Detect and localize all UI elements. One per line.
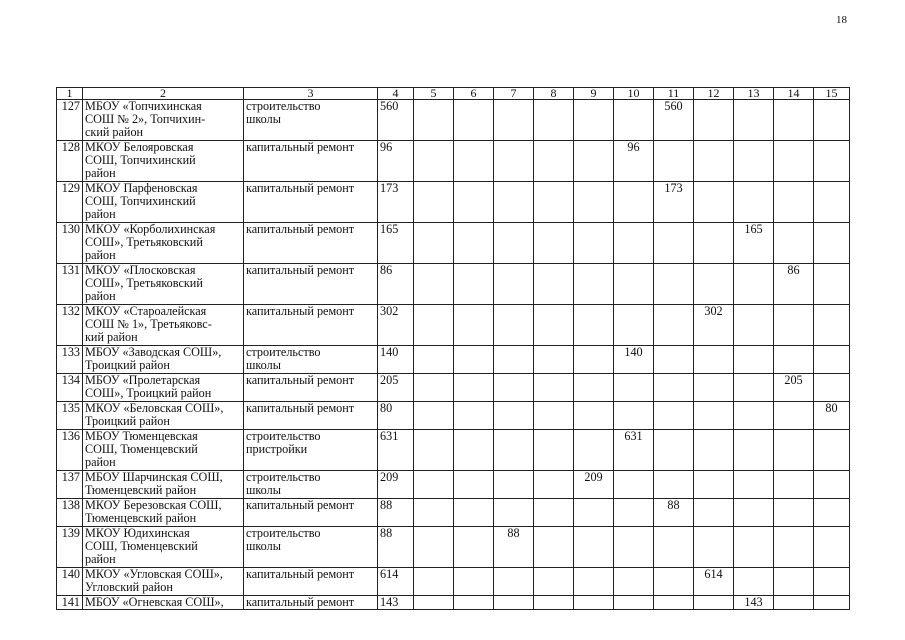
empty-cell [694, 141, 734, 182]
year-amount: 205 [774, 374, 814, 402]
empty-cell [734, 305, 774, 346]
empty-cell [494, 374, 534, 402]
empty-cell [614, 100, 654, 141]
empty-cell [814, 346, 850, 374]
school-name: МКОУ Парфеновская СОШ, Топчихинский район [83, 182, 244, 223]
total-amount: 96 [378, 141, 414, 182]
total-amount: 560 [378, 100, 414, 141]
empty-cell [414, 264, 454, 305]
empty-cell [654, 223, 694, 264]
year-amount: 209 [574, 471, 614, 499]
empty-cell [494, 264, 534, 305]
work-type: капитальный ремонт [244, 374, 378, 402]
year-amount: 80 [814, 402, 850, 430]
empty-cell [614, 305, 654, 346]
column-header: 5 [414, 88, 454, 100]
empty-cell [774, 100, 814, 141]
year-amount: 88 [654, 499, 694, 527]
empty-cell [534, 264, 574, 305]
empty-cell [734, 499, 774, 527]
empty-cell [414, 471, 454, 499]
empty-cell [814, 499, 850, 527]
empty-cell [614, 264, 654, 305]
column-header: 1 [57, 88, 83, 100]
empty-cell [814, 264, 850, 305]
empty-cell [494, 471, 534, 499]
empty-cell [734, 568, 774, 596]
empty-cell [654, 430, 694, 471]
empty-cell [654, 305, 694, 346]
table-row [57, 471, 850, 499]
empty-cell [534, 182, 574, 223]
column-header: 9 [574, 88, 614, 100]
year-amount: 86 [774, 264, 814, 305]
work-type: капитальный ремонт [244, 499, 378, 527]
column-number-header-row [57, 88, 850, 100]
empty-cell [654, 141, 694, 182]
year-amount: 302 [694, 305, 734, 346]
row-number: 130 [57, 223, 83, 264]
empty-cell [614, 471, 654, 499]
work-type: капитальный ремонт [244, 305, 378, 346]
school-name: МБОУ «Огневская СОШ», [83, 596, 244, 610]
empty-cell [454, 100, 494, 141]
empty-cell [534, 305, 574, 346]
empty-cell [654, 264, 694, 305]
empty-cell [774, 305, 814, 346]
column-header: 15 [814, 88, 850, 100]
total-amount: 173 [378, 182, 414, 223]
empty-cell [814, 596, 850, 610]
column-header: 2 [83, 88, 244, 100]
row-number: 132 [57, 305, 83, 346]
empty-cell [694, 499, 734, 527]
total-amount: 614 [378, 568, 414, 596]
row-number: 128 [57, 141, 83, 182]
empty-cell [534, 471, 574, 499]
empty-cell [534, 527, 574, 568]
empty-cell [414, 182, 454, 223]
column-header: 14 [774, 88, 814, 100]
empty-cell [574, 374, 614, 402]
empty-cell [454, 499, 494, 527]
empty-cell [574, 264, 614, 305]
school-name: МКОУ Белояровская СОШ, Топчихинский район [83, 141, 244, 182]
empty-cell [534, 346, 574, 374]
empty-cell [494, 402, 534, 430]
empty-cell [454, 596, 494, 610]
row-number: 129 [57, 182, 83, 223]
empty-cell [574, 527, 614, 568]
school-name: МКОУ «Плосковская СОШ», Третьяковский район [83, 264, 244, 305]
empty-cell [574, 596, 614, 610]
school-name: МБОУ Шарчинская СОШ, Тюменцевский район [83, 471, 244, 499]
empty-cell [814, 100, 850, 141]
empty-cell [774, 346, 814, 374]
school-name: МБОУ Тюменцевская СОШ, Тюменцевский район [83, 430, 244, 471]
school-name: МКОУ Юдихинская СОШ, Тюменцевский район [83, 527, 244, 568]
empty-cell [454, 223, 494, 264]
work-type: капитальный ремонт [244, 182, 378, 223]
year-amount: 631 [614, 430, 654, 471]
empty-cell [494, 568, 534, 596]
total-amount: 80 [378, 402, 414, 430]
empty-cell [694, 596, 734, 610]
table-row [57, 182, 850, 223]
empty-cell [734, 527, 774, 568]
empty-cell [414, 568, 454, 596]
total-amount: 88 [378, 499, 414, 527]
year-amount: 560 [654, 100, 694, 141]
total-amount: 205 [378, 374, 414, 402]
table-body [57, 100, 850, 610]
empty-cell [814, 223, 850, 264]
empty-cell [534, 141, 574, 182]
school-name: МБОУ «Пролетарская СОШ», Троицкий район [83, 374, 244, 402]
work-type: капитальный ремонт [244, 596, 378, 610]
empty-cell [774, 402, 814, 430]
empty-cell [814, 527, 850, 568]
column-header: 3 [244, 88, 378, 100]
row-number: 138 [57, 499, 83, 527]
empty-cell [414, 223, 454, 264]
empty-cell [414, 527, 454, 568]
empty-cell [414, 430, 454, 471]
empty-cell [574, 223, 614, 264]
total-amount: 140 [378, 346, 414, 374]
table-row [57, 402, 850, 430]
row-number: 137 [57, 471, 83, 499]
empty-cell [814, 471, 850, 499]
school-name: МКОУ Березовская СОШ, Тюменцевский район [83, 499, 244, 527]
empty-cell [694, 100, 734, 141]
empty-cell [414, 499, 454, 527]
empty-cell [814, 182, 850, 223]
empty-cell [494, 430, 534, 471]
empty-cell [454, 346, 494, 374]
work-type: капитальный ремонт [244, 402, 378, 430]
row-number: 140 [57, 568, 83, 596]
empty-cell [614, 402, 654, 430]
empty-cell [694, 264, 734, 305]
empty-cell [774, 141, 814, 182]
school-name: МКОУ «Угловская СОШ», Угловский район [83, 568, 244, 596]
empty-cell [694, 374, 734, 402]
funding-table [56, 87, 850, 610]
empty-cell [614, 182, 654, 223]
column-header: 7 [494, 88, 534, 100]
column-header: 12 [694, 88, 734, 100]
empty-cell [614, 223, 654, 264]
empty-cell [414, 402, 454, 430]
table-row [57, 527, 850, 568]
table-row [57, 374, 850, 402]
empty-cell [654, 346, 694, 374]
empty-cell [734, 471, 774, 499]
column-header: 8 [534, 88, 574, 100]
work-type: капитальный ремонт [244, 568, 378, 596]
empty-cell [734, 402, 774, 430]
empty-cell [454, 402, 494, 430]
empty-cell [694, 223, 734, 264]
school-name: МБОУ «Топчихинская СОШ № 2», Топчихин- ский район [83, 100, 244, 141]
empty-cell [454, 568, 494, 596]
empty-cell [454, 264, 494, 305]
table-row [57, 568, 850, 596]
empty-cell [654, 568, 694, 596]
empty-cell [494, 346, 534, 374]
empty-cell [494, 100, 534, 141]
total-amount: 631 [378, 430, 414, 471]
empty-cell [814, 141, 850, 182]
empty-cell [454, 471, 494, 499]
empty-cell [814, 374, 850, 402]
empty-cell [494, 141, 534, 182]
work-type: строительство школы [244, 471, 378, 499]
empty-cell [734, 141, 774, 182]
empty-cell [774, 499, 814, 527]
row-number: 139 [57, 527, 83, 568]
empty-cell [734, 100, 774, 141]
empty-cell [454, 182, 494, 223]
empty-cell [534, 568, 574, 596]
work-type: капитальный ремонт [244, 223, 378, 264]
total-amount: 209 [378, 471, 414, 499]
empty-cell [494, 596, 534, 610]
empty-cell [534, 374, 574, 402]
empty-cell [494, 305, 534, 346]
table-row [57, 430, 850, 471]
empty-cell [614, 374, 654, 402]
year-amount: 88 [494, 527, 534, 568]
empty-cell [774, 182, 814, 223]
empty-cell [534, 223, 574, 264]
empty-cell [774, 527, 814, 568]
row-number: 134 [57, 374, 83, 402]
empty-cell [494, 223, 534, 264]
year-amount: 614 [694, 568, 734, 596]
row-number: 127 [57, 100, 83, 141]
empty-cell [814, 568, 850, 596]
year-amount: 173 [654, 182, 694, 223]
empty-cell [734, 430, 774, 471]
year-amount: 143 [734, 596, 774, 610]
work-type: строительство школы [244, 100, 378, 141]
year-amount: 140 [614, 346, 654, 374]
table-row [57, 100, 850, 141]
total-amount: 86 [378, 264, 414, 305]
empty-cell [454, 141, 494, 182]
empty-cell [574, 100, 614, 141]
empty-cell [774, 596, 814, 610]
school-name: МКОУ «Беловская СОШ», Троицкий район [83, 402, 244, 430]
empty-cell [654, 374, 694, 402]
empty-cell [534, 499, 574, 527]
empty-cell [414, 141, 454, 182]
row-number: 135 [57, 402, 83, 430]
empty-cell [414, 100, 454, 141]
empty-cell [654, 471, 694, 499]
table-row [57, 141, 850, 182]
row-number: 131 [57, 264, 83, 305]
total-amount: 88 [378, 527, 414, 568]
empty-cell [654, 596, 694, 610]
empty-cell [574, 182, 614, 223]
table-row [57, 596, 850, 610]
column-header: 11 [654, 88, 694, 100]
empty-cell [734, 346, 774, 374]
empty-cell [534, 100, 574, 141]
table-row [57, 346, 850, 374]
empty-cell [414, 374, 454, 402]
row-number: 141 [57, 596, 83, 610]
empty-cell [774, 223, 814, 264]
empty-cell [694, 346, 734, 374]
total-amount: 165 [378, 223, 414, 264]
empty-cell [454, 527, 494, 568]
empty-cell [574, 346, 614, 374]
table-row [57, 264, 850, 305]
empty-cell [614, 568, 654, 596]
empty-cell [454, 430, 494, 471]
empty-cell [574, 402, 614, 430]
empty-cell [734, 374, 774, 402]
empty-cell [574, 568, 614, 596]
empty-cell [814, 305, 850, 346]
school-name: МКОУ «Корболихинская СОШ», Третьяковский район [83, 223, 244, 264]
empty-cell [614, 596, 654, 610]
work-type: строительство школы [244, 527, 378, 568]
work-type: строительство пристройки [244, 430, 378, 471]
empty-cell [734, 182, 774, 223]
empty-cell [534, 402, 574, 430]
work-type: капитальный ремонт [244, 264, 378, 305]
row-number: 133 [57, 346, 83, 374]
empty-cell [614, 499, 654, 527]
empty-cell [654, 527, 694, 568]
column-header: 6 [454, 88, 494, 100]
empty-cell [694, 182, 734, 223]
empty-cell [654, 402, 694, 430]
table-row [57, 223, 850, 264]
empty-cell [534, 430, 574, 471]
empty-cell [454, 374, 494, 402]
empty-cell [414, 596, 454, 610]
empty-cell [494, 499, 534, 527]
empty-cell [614, 527, 654, 568]
empty-cell [574, 499, 614, 527]
empty-cell [694, 430, 734, 471]
empty-cell [574, 305, 614, 346]
empty-cell [494, 182, 534, 223]
total-amount: 302 [378, 305, 414, 346]
work-type: капитальный ремонт [244, 141, 378, 182]
year-amount: 96 [614, 141, 654, 182]
school-name: МБОУ «Заводская СОШ», Троицкий район [83, 346, 244, 374]
empty-cell [774, 471, 814, 499]
empty-cell [694, 471, 734, 499]
column-header: 13 [734, 88, 774, 100]
table-row [57, 499, 850, 527]
empty-cell [814, 430, 850, 471]
empty-cell [774, 430, 814, 471]
school-name: МКОУ «Староалейская СОШ № 1», Третьяковс- кий район [83, 305, 244, 346]
empty-cell [534, 596, 574, 610]
total-amount: 143 [378, 596, 414, 610]
work-type: строительство школы [244, 346, 378, 374]
empty-cell [734, 264, 774, 305]
empty-cell [774, 568, 814, 596]
empty-cell [574, 430, 614, 471]
empty-cell [414, 346, 454, 374]
page-number: 18 [836, 14, 847, 26]
column-header: 4 [378, 88, 414, 100]
table-row [57, 305, 850, 346]
empty-cell [694, 402, 734, 430]
empty-cell [574, 141, 614, 182]
empty-cell [414, 305, 454, 346]
row-number: 136 [57, 430, 83, 471]
empty-cell [694, 527, 734, 568]
empty-cell [454, 305, 494, 346]
column-header: 10 [614, 88, 654, 100]
year-amount: 165 [734, 223, 774, 264]
